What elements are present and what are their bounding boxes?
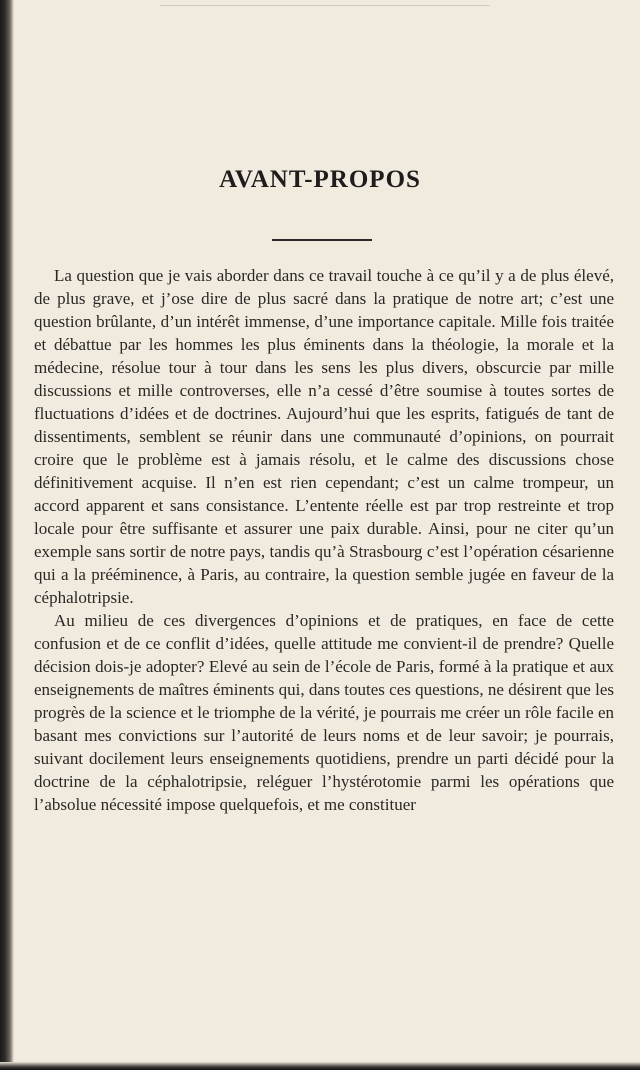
title-rule [272, 239, 372, 241]
page-binding-shadow [0, 0, 14, 1070]
top-edge-mark [160, 0, 490, 6]
page-title: AVANT-PROPOS [219, 166, 421, 193]
paragraph-1: La question que je vais aborder dans ce travail touche à ce qu’il y a de plus élevé, de plus grave, et j’ose dire de plus sacré dans la pratique de notre art; c’est une question brûlante, d’un intérêt immense, d’une importance capitale. Mille fois traitée et débattue par les hommes les plus éminents dans la théologie, la morale et la médecine, résolue tour à tour dans les sens les plus divers, obscurcie par mille discussions et mille controverses, elle n’a cessé d’être soumise à toutes sortes de fluctuations d’idées et de doctrines. Aujourd’hui que les esprits, fatigués de tant de dissentiments, semblent se réunir dans une communauté d’opinions, on pourrait croire que le problème est à jamais résolu, et le calme des discussions chose définitivement acquise. Il n’en est rien cependant; c’est un calme trompeur, un accord apparent et sans consistance. L’entente réelle est par trop restreinte et trop locale pour être suffisante et assurer une paix durable. Ainsi, pour ne citer qu’un exemple sans sortir de notre pays, tandis qu’à Strasbourg c’est l’opération césarienne qui a la prééminence, à Paris, au contraire, la question semble jugée en faveur de la céphalotripsie. [34, 266, 614, 607]
body-text [34, 264, 614, 816]
page-bottom-edge [0, 1062, 640, 1070]
paragraph-2: Au milieu de ces divergences d’opinions et de pratiques, en face de cette confusion et de ce conflit d’idées, quelle attitude me convient-il de prendre? Quelle décision dois-je adopter? Elevé au sein de l’école de Paris, formé à la pratique et aux enseignements de maîtres éminents qui, dans toutes ces questions, ne désirent que les progrès de la science et le triomphe de la vérité, je pourrais me créer un rôle facile en basant mes convictions sur l’autorité de leurs noms et de leur savoir; je pourrais, suivant docilement leurs enseignements quotidiens, prendre un parti décidé pour la doctrine de la céphalotripsie, reléguer l’hystérotomie parmi les opérations que l’absolue nécessité impose quelquefois, et me constituer [34, 611, 614, 814]
